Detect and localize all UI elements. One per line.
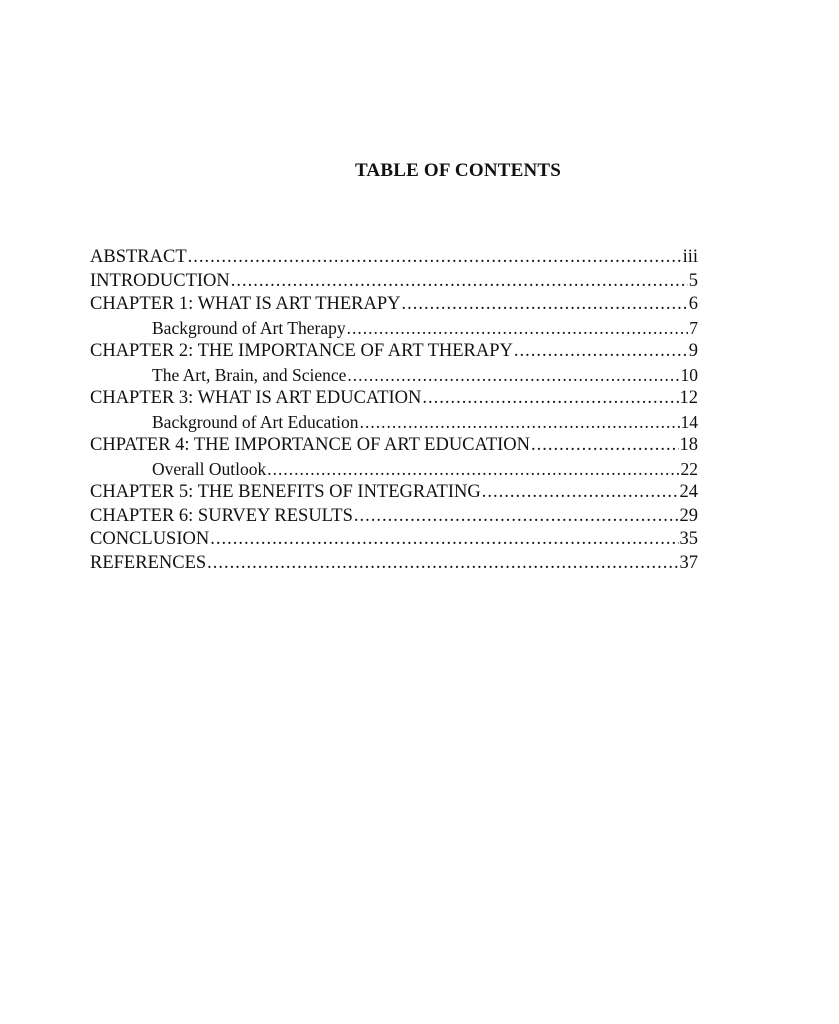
toc-title: TABLE OF CONTENTS xyxy=(354,160,562,181)
toc-subentry xyxy=(90,458,698,482)
toc-entry-page: 24 xyxy=(679,482,698,502)
toc-dot-leader xyxy=(402,293,688,317)
toc-dot-leader xyxy=(347,364,679,388)
toc-entry-page: 6 xyxy=(688,294,698,314)
toc-dot-leader xyxy=(531,434,678,458)
toc-entry xyxy=(90,505,698,529)
toc-entry-page: 18 xyxy=(679,435,698,455)
toc-entry-page: 9 xyxy=(688,341,698,361)
toc-entry xyxy=(90,246,698,270)
toc-dot-leader xyxy=(360,411,680,435)
toc-entry-label: ABSTRACT xyxy=(90,247,187,267)
toc-entry xyxy=(90,552,698,576)
toc-subentry xyxy=(90,317,698,341)
toc-entry xyxy=(90,340,698,364)
toc-dot-leader xyxy=(422,387,678,411)
toc-entry-label: CONCLUSION xyxy=(90,529,210,549)
toc-entry-page: 35 xyxy=(679,529,698,549)
toc-dot-leader xyxy=(482,481,679,505)
toc-entry-label: CHAPTER 5: THE BENEFITS OF INTEGRATING xyxy=(90,482,481,502)
toc-entry xyxy=(90,434,698,458)
toc-dot-leader xyxy=(231,270,688,294)
toc-entry-label: Overall Outlook xyxy=(152,458,267,479)
toc-entry-label: CHAPTER 1: WHAT IS ART THERAPY xyxy=(90,294,401,314)
toc-entry-page: 37 xyxy=(679,552,698,573)
toc-entry-page: 10 xyxy=(680,364,698,385)
toc-dot-leader xyxy=(347,317,689,341)
toc-entry xyxy=(90,528,698,552)
toc-subentry xyxy=(90,411,698,435)
toc-entry-page: 22 xyxy=(680,458,698,479)
toc-dot-leader xyxy=(354,505,679,529)
toc-entry-label: Background of Art Therapy xyxy=(152,317,346,338)
toc-entry-page: 7 xyxy=(689,317,698,338)
toc-entry xyxy=(90,293,698,317)
toc-subentry xyxy=(90,364,698,388)
toc-entry xyxy=(90,270,698,294)
toc-entry-label: REFERENCES xyxy=(90,552,207,573)
toc-entry-label: CHAPTER 3: WHAT IS ART EDUCATION xyxy=(90,388,422,408)
toc-dot-leader xyxy=(210,528,678,552)
toc-entry-page: 29 xyxy=(679,505,698,526)
toc-entry-label: CHAPTER 6: SURVEY RESULTS xyxy=(90,505,353,526)
toc-entry xyxy=(90,387,698,411)
toc-entry-page: 5 xyxy=(688,270,698,291)
toc-entry-label: CHAPTER 2: THE IMPORTANCE OF ART THERAPY xyxy=(90,341,513,361)
toc-dot-leader xyxy=(267,458,679,482)
toc-dot-leader xyxy=(207,552,678,576)
toc-entry-label: INTRODUCTION xyxy=(90,270,230,291)
toc-dot-leader xyxy=(514,340,688,364)
toc-entry-label: The Art, Brain, and Science xyxy=(152,364,347,385)
toc-entry-label: CHPATER 4: THE IMPORTANCE OF ART EDUCATION xyxy=(90,435,531,455)
toc-entry-page: iii xyxy=(682,247,698,267)
toc-entry xyxy=(90,481,698,505)
toc-entry-page: 14 xyxy=(680,411,698,432)
toc-entry-page: 12 xyxy=(679,388,698,408)
toc-dot-leader xyxy=(188,246,682,270)
toc-list xyxy=(90,246,698,575)
toc-entry-label: Background of Art Education xyxy=(152,411,359,432)
